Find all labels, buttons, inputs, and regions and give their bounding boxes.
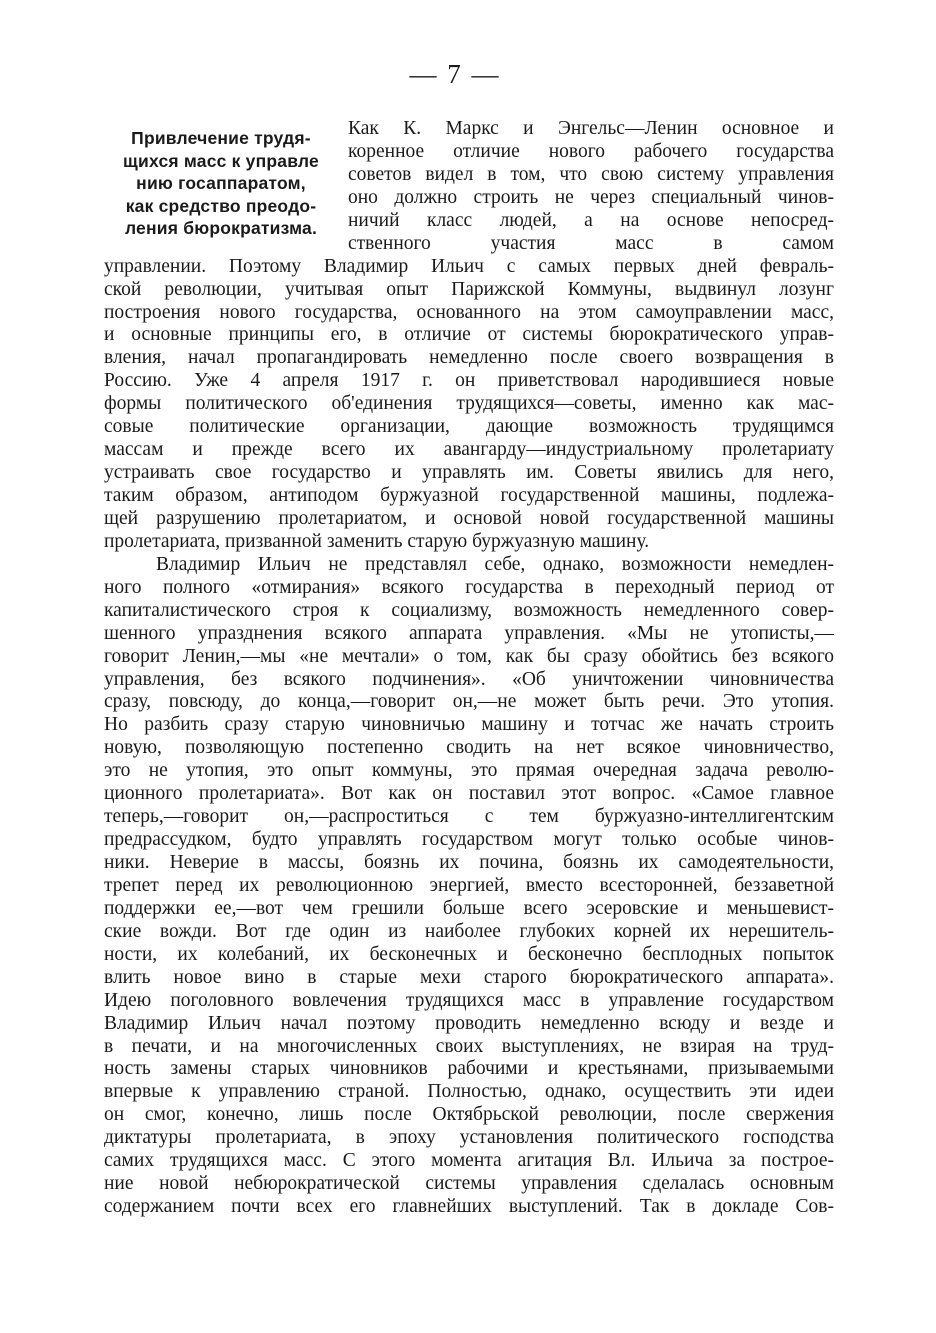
text-line: в печати, и на многочисленных своих выступлениях, не взирая на труд- [104,1035,834,1057]
text-line: впервые к управлению страной. Полностью, однако, осуществить эти идеи [104,1081,834,1103]
heading-line: щихся масс к управле [123,150,319,171]
text-line: ники. Неверие в массы, боязнь их почина, боязнь их самодеятельности, [104,852,834,873]
text-line: говорит Ленин,—мы «не мечтали» о том, как бы сразу обойтись без всякого [104,645,834,667]
page-number: — 7 — [409,59,501,89]
text-line: ственного участия масс в самом [348,232,834,254]
text-line: ного полного «отмирания» всякого государства в переходный период от [104,576,834,598]
text-line: шенного упразднения всякого аппарата управления. «Мы не утописты,— [104,622,834,644]
text-line: капиталистического строя к социализму, возможность немедленного совер- [104,599,834,621]
text-line: сразу, повсюду, до конца,—говорит он,—не может быть речи. Это утопия. [104,691,834,713]
text-line: новую, позволяющую постепенно сводить на нет всякое чиновничество, [104,737,834,759]
text-line: вления, начал пропагандировать немедленно после своего возвращения в [104,347,834,369]
paragraph-1 [104,118,834,554]
text-line: советов видел в том, что свою систему управления [348,163,834,185]
text-line: управления, без всякого подчинения». «Об уничтожении чиновничества [104,668,834,690]
heading-line: как средство преодо- [125,195,317,216]
text-line: и основные принципы его, в отличие от системы бюрократического управ- [104,324,834,346]
heading-line: ления бюрократизма. [124,218,318,239]
heading-line: Привлечение трудя- [131,128,311,148]
text-line: пролетариата, призванной заменить старую буржуазную машину. [104,530,650,552]
text-line: предрассудком, будто управлять государством могут только особые чинов- [104,829,834,851]
text-line: теперь,—говорит он,—распроститься с тем буржуазно-интеллигентским [104,806,834,828]
text-line: Как К. Маркс и Энгельс—Ленин основное и [348,118,834,139]
text-line: ность замены старых чиновников рабочими и крестьянами, призываемыми [104,1058,834,1080]
text-line: Но разбить сразу старую чиновничью машину и тотчас же начать строить [104,714,834,736]
heading-line: нию госаппаратом, [136,173,306,194]
text-line: Владимир Ильич начал поэтому проводить немедленно всюду и везде и [104,1012,834,1034]
text-line: формы политического об'единения трудящихся—советы, именно как мас- [104,393,834,415]
text-line: содержанием почти всех его главнейших выступлений. Так в докладе Сов- [104,1196,834,1218]
text-line: управлении. Поэтому Владимир Ильич с самых первых дней февраль- [104,255,834,277]
text-line: ничий класс людей, а на основе непосред- [348,209,834,231]
text-line: оно должно строить не через специальный чинов- [348,186,834,208]
text-line: Россию. Уже 4 апреля 1917 г. он приветствовал народившиеся новые [104,370,834,392]
text-line: массам и прежде всего их авангарду—индустриальному пролетариату [104,439,834,461]
text-line: он смог, конечно, лишь после Октябрьской революции, после свержения [104,1104,834,1126]
text-line: Идею поголовного вовлечения трудящихся масс в управление государством [104,989,834,1011]
text-line: построения нового государства, основанного на этом самоуправлении масс, [104,301,834,323]
text-line: устраивать свое государство и управлять им. Советы явились для него, [104,462,834,484]
text-line: таким образом, антиподом буржуазной государственной машины, подлежа- [104,485,834,506]
text-line: ские вожди. Вот где один из наиболее глубоких корней их нерешитель- [104,920,834,942]
text-line: Владимир Ильич не представлял себе, однако, возможности немедлен- [156,553,834,575]
text-line: ности, их колебаний, их бесконечных и бесконечно бесплодных попыток [104,943,834,965]
text-line: диктатуры пролетариата, в эпоху установления политического господства [104,1127,834,1149]
text-line: ционного пролетариата». Вот как он поставил этот вопрос. «Самое главное [104,783,834,805]
text-line: самих трудящихся масс. С этого момента агитация Вл. Ильича за построе- [104,1150,834,1172]
text-line: влить новое вино в старые мехи старого бюрократического аппарата». [104,966,834,988]
text-line: коренное отличие нового рабочего государства [348,140,834,162]
paragraph-2 [104,554,834,1219]
text-line: ние новой небюрократической системы управления сделалась основным [104,1173,834,1195]
text-line: это не утопия, это опыт коммуны, это прямая очередная задача револю- [104,760,834,782]
body-text [104,118,834,1219]
text-line: ской революции, учитывая опыт Парижской Коммуны, выдвинул лозунг [104,278,834,300]
text-line: щей разрушению пролетариатом, и основой новой государственной машины [104,507,834,529]
text-line: совые политические организации, дающие возможность трудящимся [104,416,834,438]
text-line: трепет перед их революционною энергией, вместо всесторонней, беззаветной [104,874,834,896]
text-line: поддержки ее,—вот чем грешили больше всего эсеровские и меньшевист- [104,897,834,919]
